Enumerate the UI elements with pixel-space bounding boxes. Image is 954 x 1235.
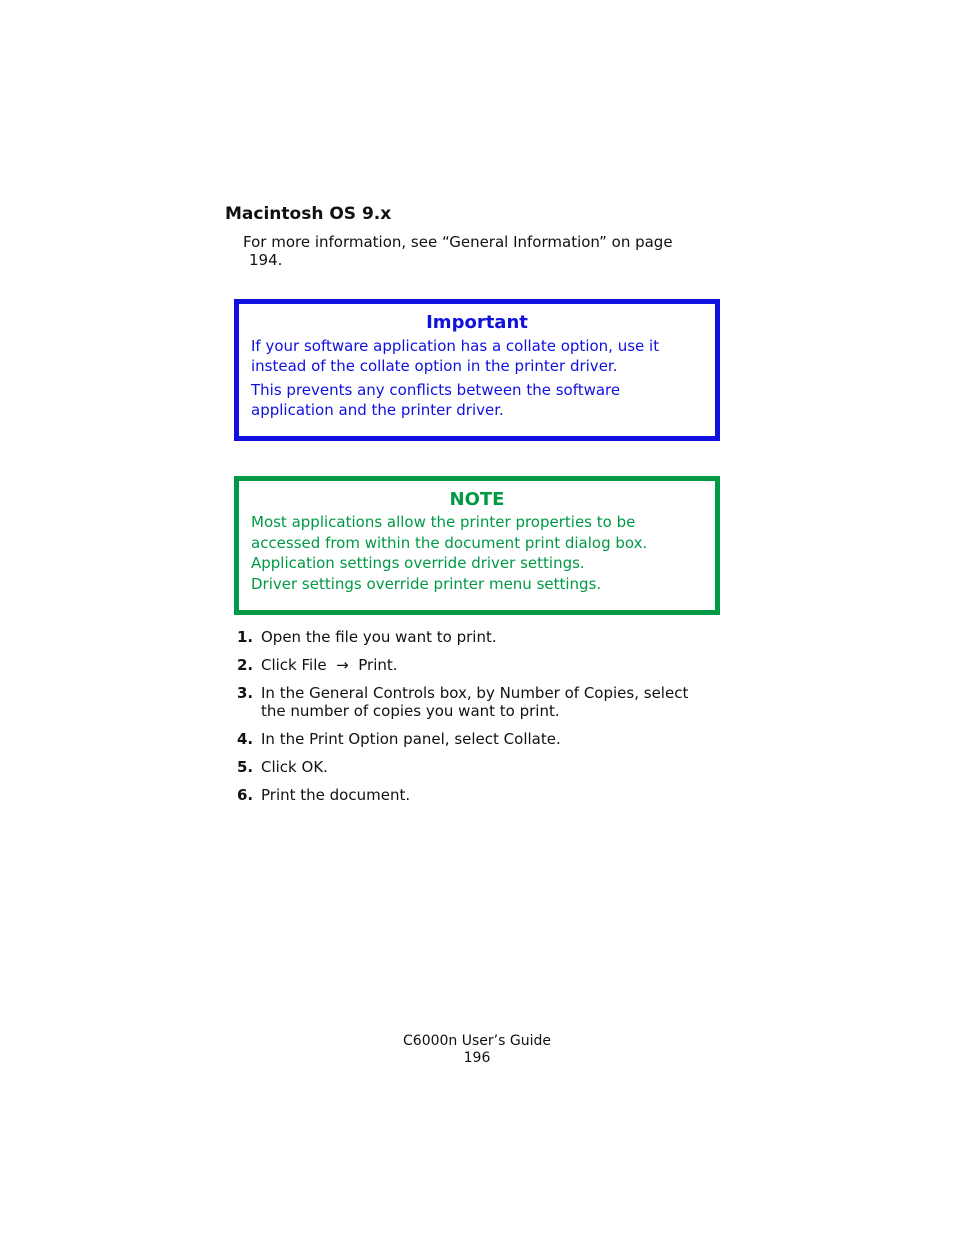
page-footer xyxy=(0,1033,954,1067)
step-item xyxy=(237,758,717,776)
footer-guide-title: C6000n User’s Guide xyxy=(403,1033,551,1049)
important-paragraph-2: This prevents any conflicts between the software application and the printer driver. xyxy=(251,381,621,419)
step-text: In the Print Option panel, select Collate. xyxy=(261,730,561,748)
step-number: 2. xyxy=(237,656,254,674)
step-item xyxy=(237,786,717,804)
intro-line-1: For more information, see “General Information” on page xyxy=(243,233,673,251)
step-number: 1. xyxy=(237,628,254,646)
step-text: In the General Controls box, by Number of Copies, select the number of copies you want to print. xyxy=(261,684,689,720)
note-paragraph-2: Application settings override driver settings. xyxy=(251,554,585,572)
important-box xyxy=(234,299,720,441)
note-paragraph-1: Most applications allow the printer properties to be accessed from within the document print dialog box. xyxy=(251,513,648,552)
intro-line-2: 194. xyxy=(249,251,283,269)
step-number: 5. xyxy=(237,758,254,776)
footer-page-number: 196 xyxy=(463,1050,491,1066)
step-text: Click OK. xyxy=(261,758,328,776)
step-item xyxy=(237,684,717,720)
note-title: NOTE xyxy=(449,489,505,510)
note-box xyxy=(234,476,720,615)
note-paragraph-3: Driver settings override printer menu settings. xyxy=(251,574,602,593)
steps-list xyxy=(237,628,717,814)
step-text: Print the document. xyxy=(261,786,411,804)
important-paragraph-1: If your software application has a collate option, use it instead of the collate option in the printer driver. xyxy=(251,337,660,375)
step-item xyxy=(237,656,717,674)
step-number: 4. xyxy=(237,730,254,748)
step-item xyxy=(237,628,717,646)
step-text: Open the file you want to print. xyxy=(261,628,497,646)
step-item xyxy=(237,730,717,748)
step-text: Click File → Print. xyxy=(261,656,398,674)
step-number: 3. xyxy=(237,684,254,702)
intro-text xyxy=(243,233,713,269)
step-number: 6. xyxy=(237,786,254,804)
important-title: Important xyxy=(426,312,528,333)
section-heading: Macintosh OS 9.x xyxy=(225,204,392,224)
